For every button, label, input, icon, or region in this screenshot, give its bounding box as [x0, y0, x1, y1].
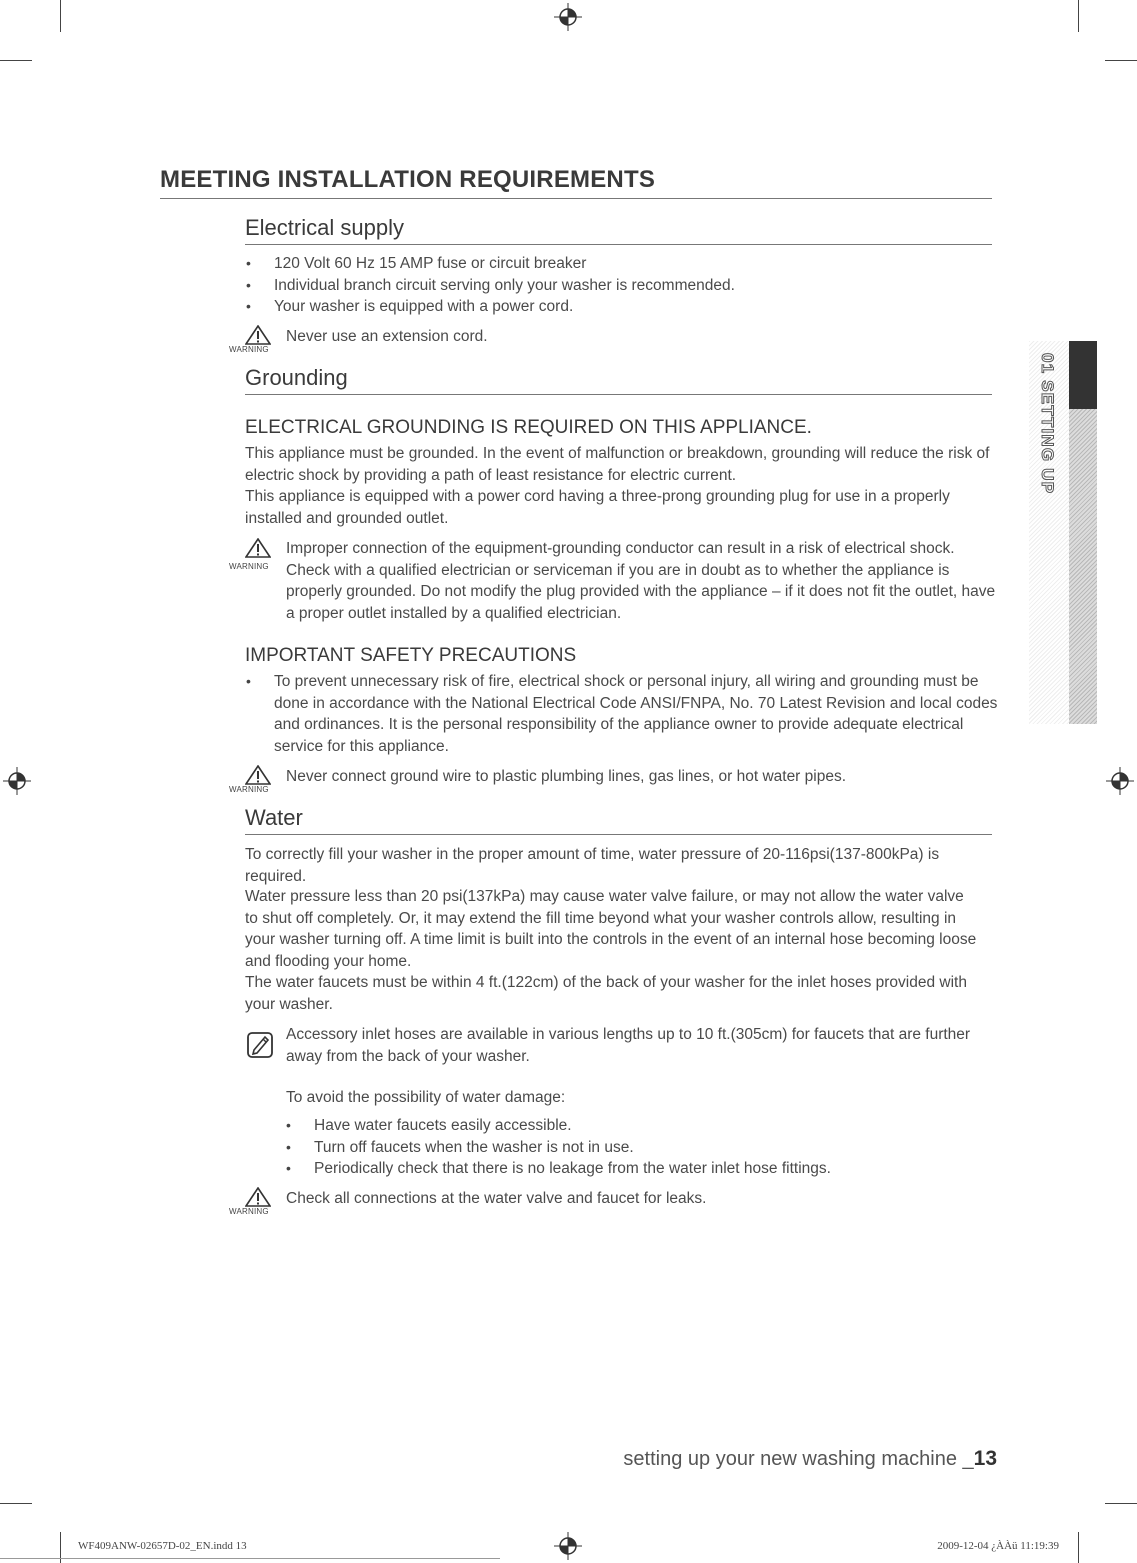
crop-mark	[0, 1503, 32, 1504]
warning-text: Improper connection of the equipment-grounding conductor can result in a risk of electrical shock. Check with a qualified electrician or serviceman if you are in doubt as to whether the appliance is properly grounded. Do not modify the plug provided with the appliance – if it does not fit the outlet, have a proper outlet installed by a qualified electrician.	[286, 540, 996, 622]
avoid-bullet-list	[285, 1115, 985, 1180]
list-item: • Turn off faucets when the washer is not in use.	[285, 1137, 985, 1159]
electrical-bullet-list	[245, 253, 1005, 318]
grounding-paragraph: This appliance must be grounded. In the event of malfunction or breakdown, grounding will reduce the risk of electric shock by providing a path of least resistance for electric current.	[245, 445, 990, 484]
list-item: • To prevent unnecessary risk of fire, electrical shock or personal injury, all wiring and grounding must be done in accordance with the National Electrical Code ANSI/FNPA, No. 70 Latest Revision and local codes and ordinances. It is the personal responsibility of the appliance owner to provide adequate electrical service for this appliance.	[245, 671, 1005, 757]
registration-mark-icon	[553, 1531, 583, 1561]
crop-mark	[0, 60, 32, 61]
warning-label: WARNING	[229, 345, 269, 354]
slug-rule	[0, 1558, 500, 1559]
section-title-grounding: Grounding	[245, 365, 992, 395]
warning-icon	[229, 325, 285, 365]
grounding-paragraph: This appliance is equipped with a power cord having a three-prong grounding plug for use in a properly installed and grounded outlet.	[245, 488, 950, 527]
note-text: Accessory inlet hoses are available in various lengths up to 10 ft.(305cm) for faucets that are further away from the back of your washer.	[286, 1026, 971, 1065]
section-title-electrical: Electrical supply	[245, 215, 992, 245]
crop-mark	[60, 0, 61, 32]
warning-label: WARNING	[229, 1207, 269, 1216]
safety-subtitle: IMPORTANT SAFETY PRECAUTIONS	[245, 645, 577, 666]
list-item: • Individual branch circuit serving only your washer is recommended.	[245, 275, 1005, 297]
section-title-water: Water	[245, 805, 992, 835]
registration-mark-icon	[2, 766, 32, 796]
page-title: MEETING INSTALLATION REQUIREMENTS	[160, 166, 992, 199]
page-number: 13	[973, 1447, 997, 1470]
crop-mark	[1105, 1503, 1137, 1504]
water-paragraph: The water faucets must be within 4 ft.(122cm) of the back of your washer for the inlet hoses provided with your washer.	[245, 974, 967, 1013]
warning-label: WARNING	[229, 785, 269, 794]
warning-text: Check all connections at the water valve and faucet for leaks.	[286, 1190, 707, 1207]
safety-bullet-list	[245, 671, 1005, 757]
water-paragraph: Water pressure less than 20 psi(137kPa) may cause water valve failure, or may not allow the water valve to shut off completely. Or, it may extend the fill time beyond what your washer controls allow, resulting in your washer turning off. A time limit is built into the controls in the event of an internal hose becoming loose and flooding your home.	[245, 888, 977, 970]
crop-mark	[1105, 60, 1137, 61]
note-icon	[246, 1028, 274, 1060]
list-item: • Your washer is equipped with a power cord.	[245, 296, 1005, 318]
warning-icon	[229, 1187, 285, 1227]
list-item: • Have water faucets easily accessible.	[285, 1115, 985, 1137]
warning-label: WARNING	[229, 562, 269, 571]
warning-text: Never use an extension cord.	[286, 328, 488, 345]
grounding-subtitle: ELECTRICAL GROUNDING IS REQUIRED ON THIS APPLIANCE.	[245, 417, 812, 438]
list-item: • Periodically check that there is no leakage from the water inlet hose fittings.	[285, 1158, 985, 1180]
warning-icon	[229, 538, 285, 578]
registration-mark-icon	[553, 2, 583, 32]
chapter-side-tab	[1029, 341, 1097, 724]
warning-icon	[229, 765, 285, 805]
water-paragraph: To correctly fill your washer in the proper amount of time, water pressure of 20-116psi(137-800kPa) is required.	[245, 846, 940, 885]
list-item: • 120 Volt 60 Hz 15 AMP fuse or circuit breaker	[245, 253, 1005, 275]
chapter-tab-label: 01 SETTING UP	[1038, 353, 1057, 495]
avoid-intro: To avoid the possibility of water damage:	[286, 1089, 566, 1106]
page-footer	[623, 1447, 997, 1471]
crop-mark	[1078, 0, 1079, 32]
footer-text: setting up your new washing machine _	[623, 1448, 974, 1470]
registration-mark-icon	[1105, 766, 1135, 796]
warning-text: Never connect ground wire to plastic plumbing lines, gas lines, or hot water pipes.	[286, 768, 847, 785]
crop-mark	[1078, 1532, 1079, 1563]
slug-date: 2009-12-04 ¿ÀÀü 11:19:39	[937, 1540, 1059, 1552]
slug-file: WF409ANW-02657D-02_EN.indd 13	[78, 1540, 247, 1552]
